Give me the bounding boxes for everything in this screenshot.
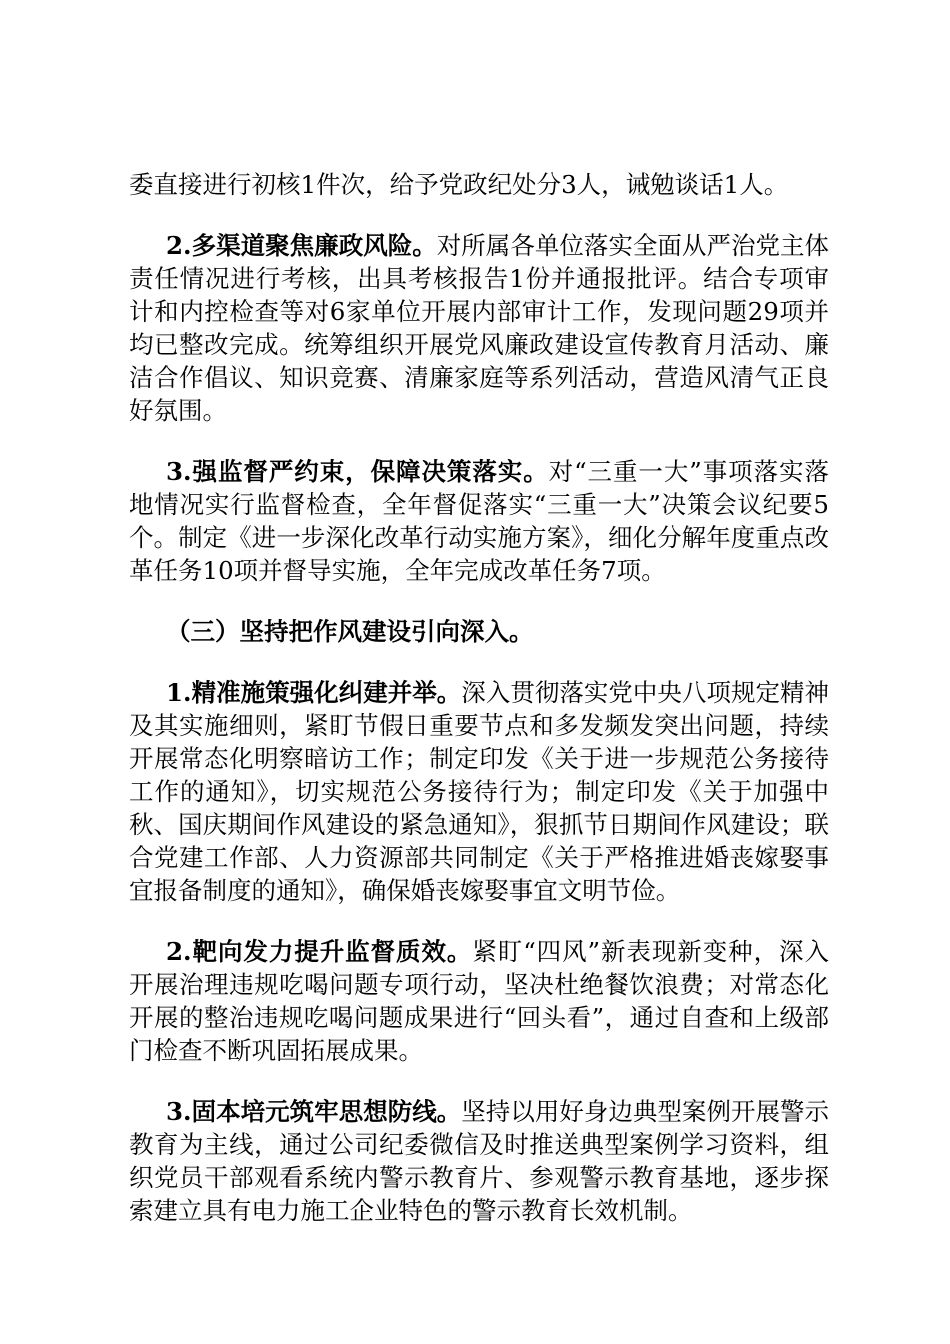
paragraph-text: 紧盯“四风”新表现新变种，深入开展治理违规吃喝问题专项行动，坚决杜绝餐饮浪费；对常态化开展的整治违规吃喝问题成果进行“回头看”，通过自查和上级部门检查不断巩固拓展成果。	[129, 937, 829, 1065]
paragraph-targeted-effort	[129, 935, 829, 1067]
paragraph-multi-channel-risk	[129, 229, 829, 427]
paragraph-text: 对“三重一大”事项落实落地情况实行监督检查，全年督促落实“三重一大”决策会议纪要5个。制定《进一步深化改革行动实施方案》，细化分解年度重点改革任务10项并督导实施，全年完成改革任务7项。	[129, 457, 829, 585]
paragraph-continuation	[129, 168, 829, 201]
paragraph-supervision	[129, 455, 829, 587]
paragraph-lead: 3.强监督严约束，保障决策落实。	[166, 457, 549, 486]
paragraph-lead: 2.靶向发力提升监督质效。	[166, 937, 473, 966]
paragraph-text: 深入贯彻落实党中央八项规定精神及其实施细则，紧盯节假日重要节点和多发频发突出问题，持续开展常态化明察暗访工作；制定印发《关于进一步规范公务接待工作的通知》，切实规范公务接待行为；制定印发《关于加强中秋、国庆期间作风建设的紧急通知》，狠抓节日期间作风建设；联合党建工作部、人力资源部共同制定《关于严格推进婚丧嫁娶事宜报备制度的通知》，确保婚丧嫁娶事宜文明节俭。	[129, 678, 830, 905]
document-page	[129, 168, 829, 1227]
section-heading: （三）坚持把作风建设引向深入。	[166, 617, 534, 646]
paragraph-text: 坚持以用好身边典型案例开展警示教育为主线，通过公司纪委微信及时推送典型案例学习资料，组织党员干部观看系统内警示教育片、参观警示教育基地，逐步探索建立具有电力施工企业特色的警示教育长效机制。	[129, 1097, 830, 1225]
paragraph-precise-policy	[129, 676, 829, 907]
paragraph-ideological-defense	[129, 1095, 829, 1227]
paragraph-lead: 1.精准施策强化纠建并举。	[166, 678, 462, 707]
paragraph-text: 对所属各单位落实全面从严治党主体责任情况进行考核，出具考核报告1份并通报批评。结合专项审计和内控检查等对6家单位开展内部审计工作，发现问题29项并均已整改完成。统筹组织开展党风廉政建设宣传教育月活动、廉洁合作倡议、知识竞赛、清廉家庭等系列活动，营造风清气正良好氛围。	[129, 231, 830, 425]
paragraph-lead: 3.固本培元筑牢思想防线。	[166, 1097, 462, 1126]
paragraph-text: 委直接进行初核1件次，给予党政纪处分3人，诫勉谈话1人。	[129, 170, 789, 199]
paragraph-lead: 2.多渠道聚焦廉政风险。	[166, 231, 437, 260]
